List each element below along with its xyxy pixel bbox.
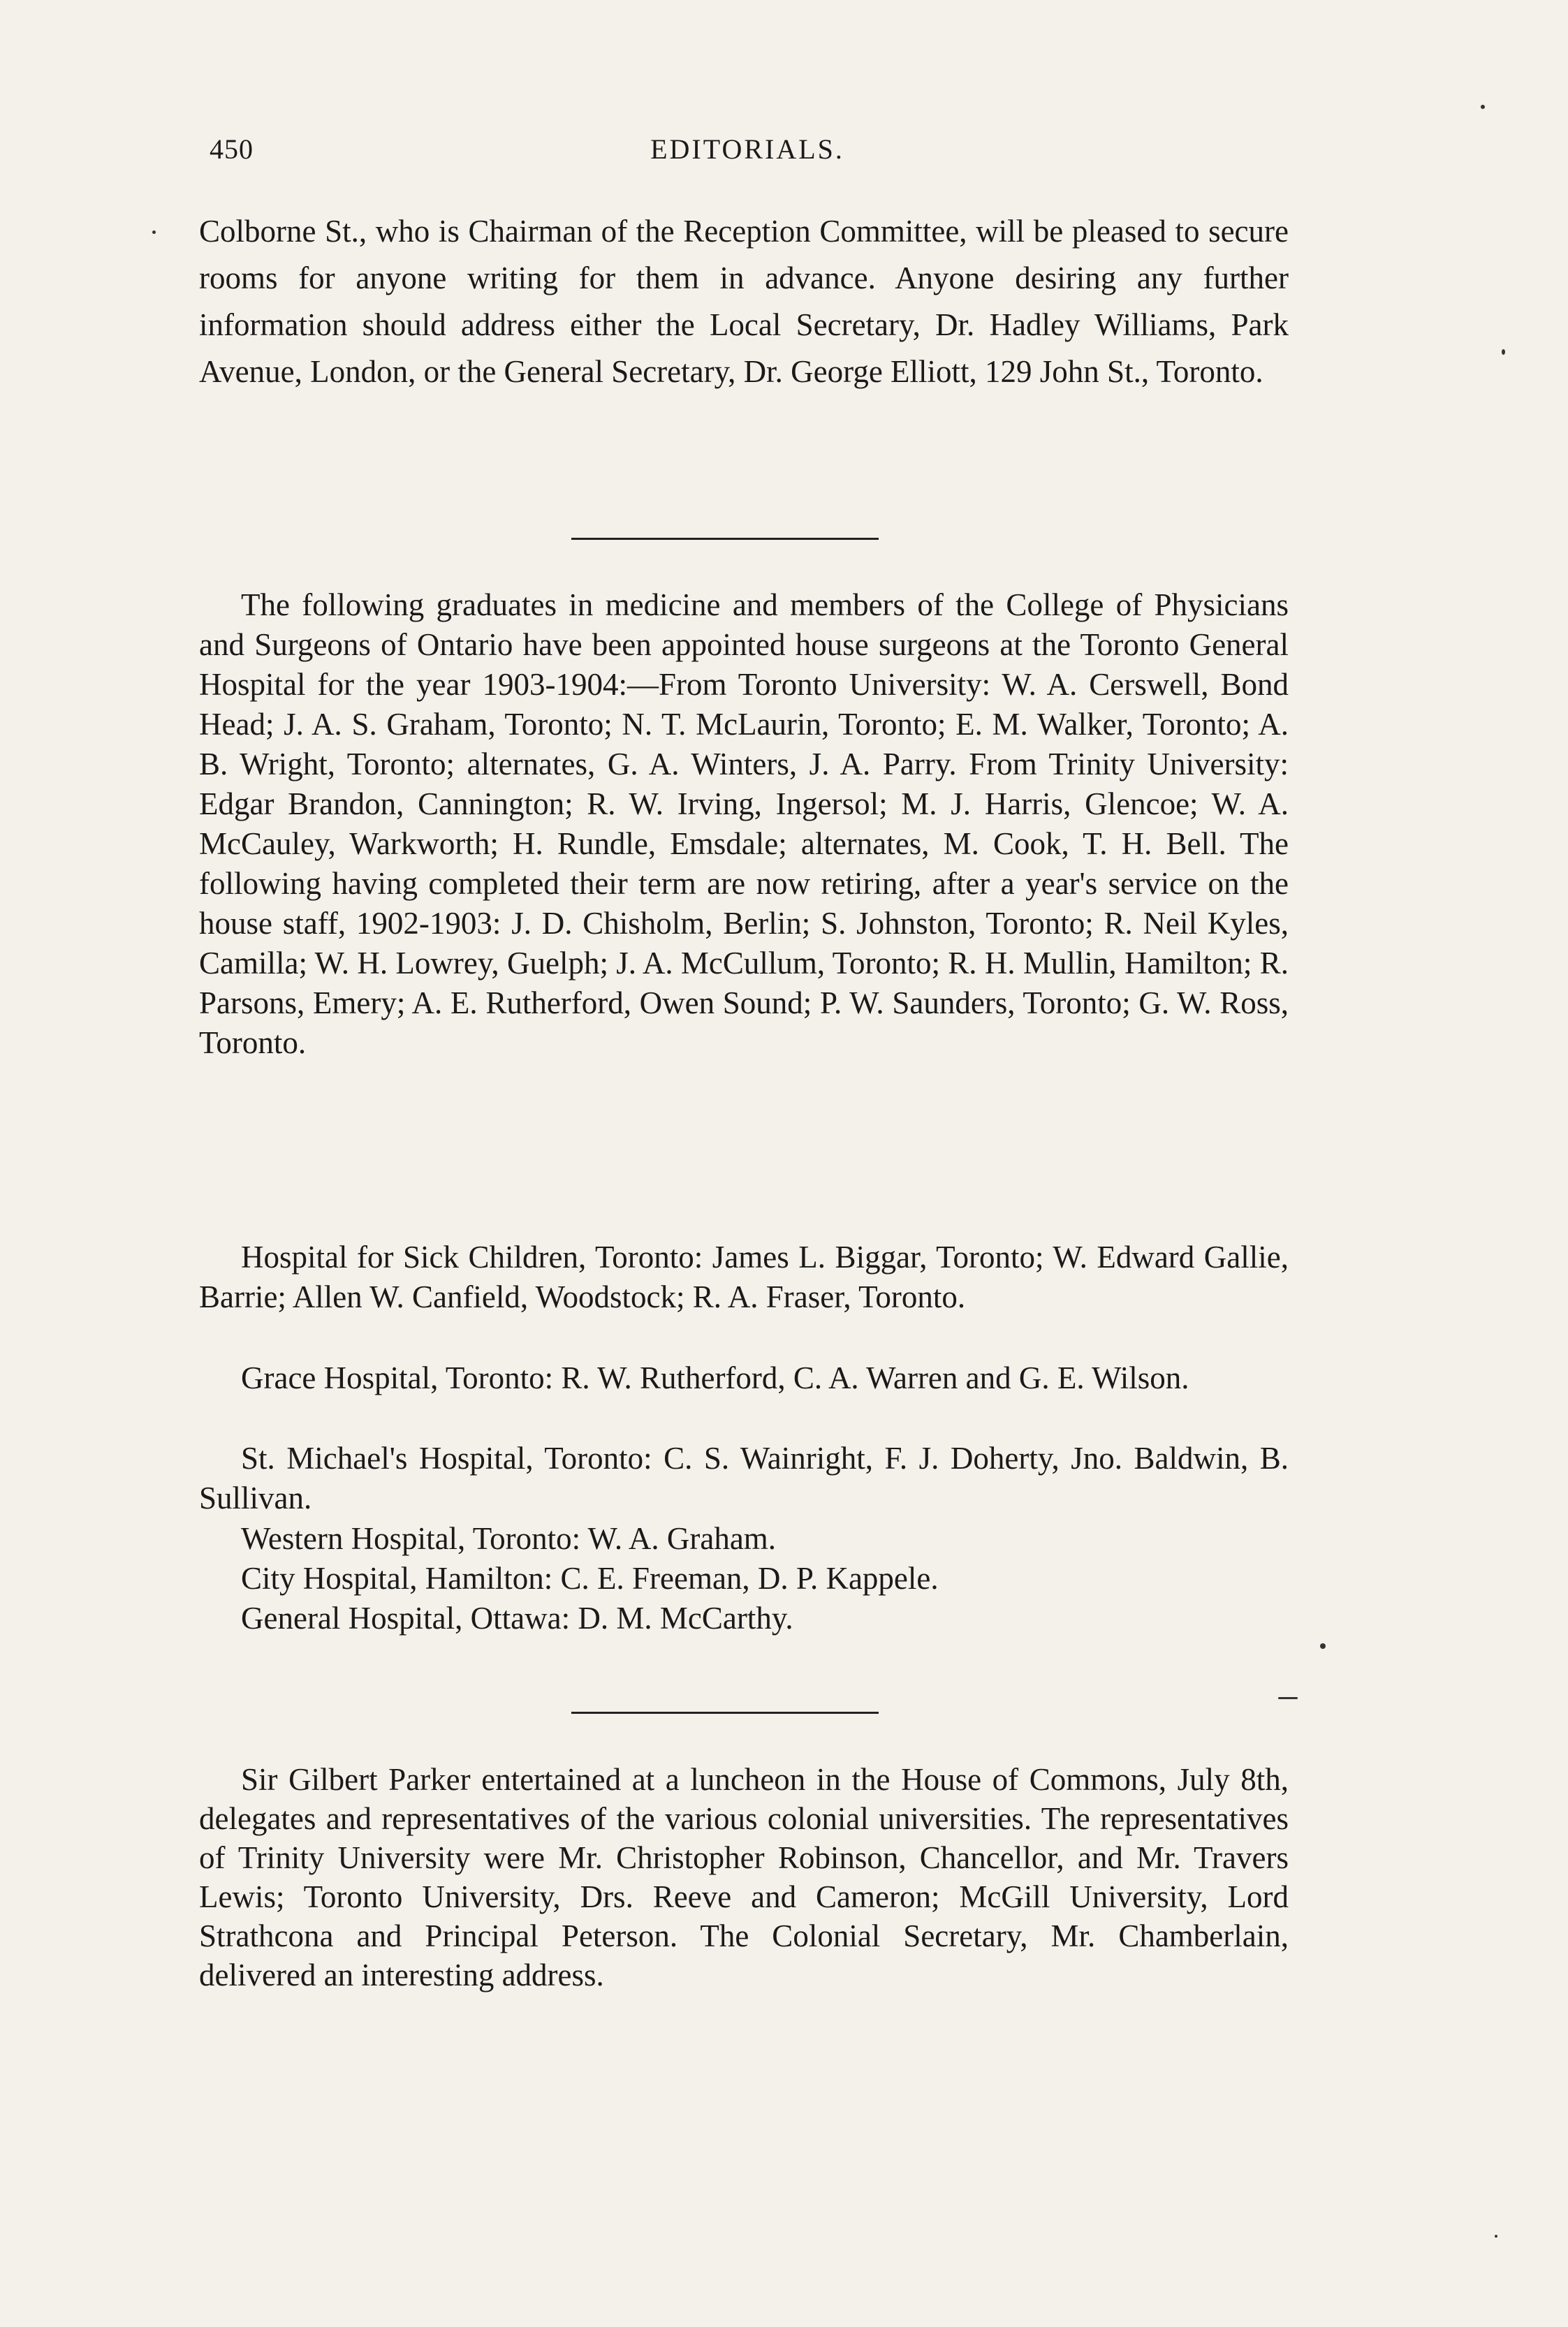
section-divider <box>571 1712 879 1714</box>
paragraph-gilbert-parker-luncheon: Sir Gilbert Parker entertained at a luncheon in the House of Commons, July 8th, delegates and representatives of the various colonial universities. The representatives of Trinity University were Mr. Christopher Robinson, Chancellor, and Mr. Travers Lewis; Toronto University, Drs. Reeve and Cameron; McGill University, Lord Strathcona and Principal Peterson. The Colonial Secretary, Mr. Chamberlain, delivered an interesting address. <box>199 1762 1289 1992</box>
hospital-western: Western Hospital, Toronto: W. A. Graham. <box>241 1521 777 1556</box>
hospital-general-ottawa: General Hospital, Ottawa: D. M. McCarthy. <box>241 1601 793 1636</box>
paragraph-house-surgeons: The following graduates in medicine and members of the College of Physicians and Surgeons of Ontario have been appointed house surgeons at the Toronto General Hospital for the year 1903-1904:—From Toronto University: W. A. Cerswell, Bond Head; J. A. S. Graham, Toronto; N. T. McLaurin, Toronto; E. M. Walker, Toronto; A. B. Wright, Toronto; alternates, G. A. Winters, J. A. Parry. From Trinity University: Edgar Brandon, Cannington; R. W. Irving, Ingersol; M. J. Harris, Glencoe; W. A. McCauley, Warkworth; H. Rundle, Emsdale; alternates, M. Cook, T. H. Bell. The following having completed their term are now retiring, after a year's service on the house staff, 1902-1903: J. D. Chisholm, Berlin; S. Johnston, Toronto; R. Neil Kyles, Camilla; W. H. Lowrey, Guelph; J. A. McCullum, Toronto; R. H. Mullin, Hamilton; R. Parsons, Emery; A. E. Rutherford, Owen Sound; P. W. Saunders, Toronto; G. W. Ross, Toronto. <box>199 587 1289 1060</box>
section-divider <box>571 538 879 540</box>
scan-speck <box>1278 1697 1298 1699</box>
hospital-city-hamilton: City Hospital, Hamilton: C. E. Freeman, D. P. Kappele. <box>241 1561 939 1596</box>
scan-speck <box>1495 2235 1497 2238</box>
hospital-sick-children: Hospital for Sick Children, Toronto: James L. Biggar, Toronto; W. Edward Gallie, Barrie; Allen W. Canfield, Woodstock; R. A. Fraser, Toronto. <box>199 1240 1289 1314</box>
hospital-grace: Grace Hospital, Toronto: R. W. Rutherford, C. A. Warren and G. E. Wilson. <box>241 1360 1189 1395</box>
scan-speck <box>1502 349 1505 355</box>
page-header <box>210 133 1285 175</box>
running-head: EDITORIALS. <box>650 133 844 165</box>
hospital-st-michaels: St. Michael's Hospital, Toronto: C. S. Wainright, F. J. Doherty, Jno. Baldwin, B. Sullivan. <box>199 1441 1289 1515</box>
scan-speck <box>1481 105 1485 109</box>
scan-speck <box>152 230 156 234</box>
page-number: 450 <box>210 133 254 165</box>
scan-speck <box>1320 1643 1326 1649</box>
paragraph-reception-committee: Colborne St., who is Chairman of the Reception Committee, will be pleased to secure rooms for anyone writing for them in advance. Anyone desiring any further information should address either the Local Secretary, Dr. Hadley Williams, Park Avenue, London, or the General Secretary, Dr. George Elliott, 129 John St., Toronto. <box>199 214 1289 389</box>
